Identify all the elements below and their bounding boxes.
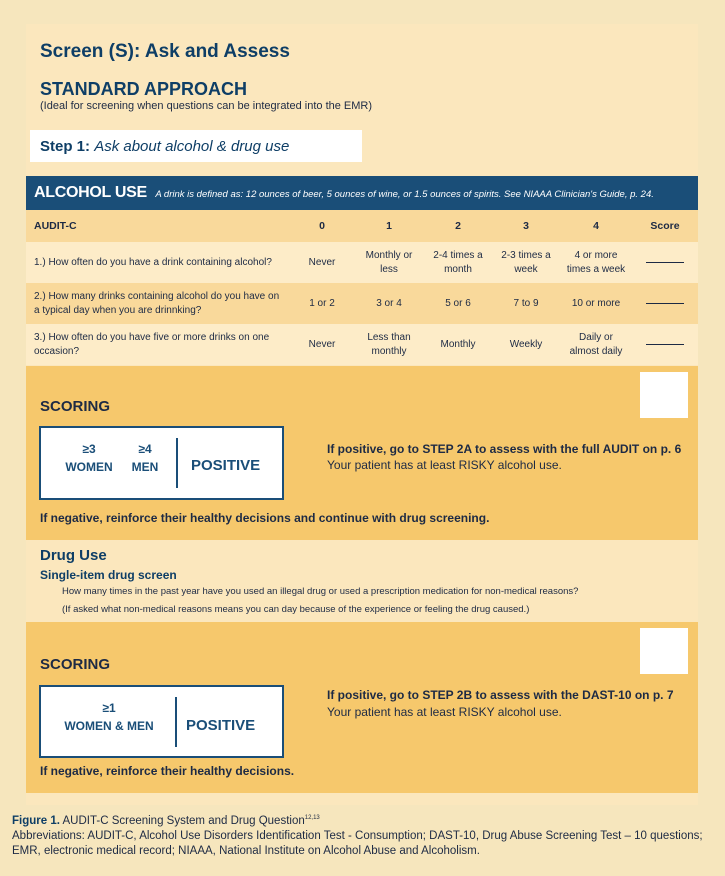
score-blank[interactable] (632, 324, 698, 365)
step1-label: Step 1: (40, 138, 91, 155)
answer-cell: 2-4 times a month (433, 250, 483, 275)
alcohol-total-score-box[interactable] (640, 372, 688, 418)
answer-cell: Never (308, 338, 336, 350)
answer-cell: 1 or 2 (309, 297, 335, 309)
table-header-row (26, 210, 698, 242)
score-blank[interactable] (632, 242, 698, 283)
answer-cell: 3 or 4 (376, 297, 402, 309)
positive-label: POSITIVE (186, 717, 256, 734)
answer-cell: Monthly (440, 338, 476, 350)
alcohol-risk-note: Your patient has at least RISKY alcohol use. (327, 458, 562, 472)
answer-cell: Daily or almost daily (569, 332, 623, 357)
alcohol-if-negative: If negative, reinforce their healthy decisions and continue with drug screening. (40, 511, 490, 525)
drug-threshold: ≥1 (102, 701, 116, 715)
drug-scoring-heading: SCORING (40, 656, 111, 673)
drug-use-heading: Drug Use (40, 547, 107, 564)
positive-label: POSITIVE (191, 457, 261, 474)
drug-risk-note: Your patient has at least RISKY alcohol use. (327, 705, 562, 719)
audit-c-table (26, 210, 698, 365)
column-header: AUDIT-C (34, 219, 77, 232)
score-line (646, 344, 684, 345)
drug-if-positive: If positive, go to STEP 2B to assess with the DAST-10 on p. 7 (327, 688, 674, 702)
drug-threshold-box (39, 685, 284, 758)
answer-cell: Less than monthly (367, 332, 411, 357)
drink-definition-note: A drink is defined as: 12 ounces of beer, 5 ounces of wine, or 1.5 ounces of spirits. See NIAAA Clinician's Guide, p. 24. (155, 189, 654, 200)
figure-title: AUDIT-C Screening System and Drug Question (62, 815, 305, 827)
table-row (26, 242, 698, 283)
drug-screen-question: How many times in the past year have you used an illegal drug or used a prescription medication for non-medical reasons? (62, 586, 579, 597)
answer-cell: 10 or more (571, 297, 621, 309)
women-threshold: ≥3 (82, 442, 96, 456)
women-label: WOMEN (65, 460, 113, 474)
score-line (646, 303, 684, 304)
question-cell: 2.) How many drinks containing alcohol do you have on a typical day when you are drinnking? (34, 291, 280, 316)
answer-cell: 5 or 6 (445, 297, 471, 309)
answer-cell: 7 to 9 (513, 297, 539, 309)
men-threshold: ≥4 (138, 442, 152, 456)
table-row (26, 324, 698, 365)
abbreviations: Abbreviations: AUDIT-C, Alcohol Use Disorders Identification Test - Consumption; DAST-10, Drug Abuse Screening Test – 10 questions; EMR, electronic medical record; NIAAA, National Institute on Alcohol Abuse and Alcoholism. (12, 829, 703, 857)
drug-screen-subheading: Single-item drug screen (40, 568, 177, 582)
answer-cell: Monthly or less (365, 250, 413, 275)
question-cell: 1.) How often do you have a drink containing alcohol? (34, 256, 272, 268)
column-header: Score (650, 219, 680, 232)
column-header: 2 (455, 219, 461, 232)
men-label: MEN (131, 460, 159, 474)
question-cell: 3.) How often do you have five or more drinks on one occasion? (34, 332, 270, 357)
step1-box (30, 130, 362, 162)
drug-if-negative: If negative, reinforce their healthy decisions. (40, 764, 295, 778)
column-header: 0 (319, 219, 325, 232)
answer-cell: 4 or more times a week (566, 250, 626, 275)
score-blank[interactable] (632, 283, 698, 324)
standard-approach-subtitle: (Ideal for screening when questions can be integrated into the EMR) (40, 100, 373, 112)
alcohol-threshold-box (39, 426, 284, 500)
threshold-divider (175, 697, 177, 747)
answer-cell: Weekly (509, 338, 543, 350)
drug-total-score-box[interactable] (640, 628, 688, 674)
figure-label: Figure 1. (12, 815, 60, 827)
page-title: Screen (S): Ask and Assess (40, 41, 290, 62)
column-header: 3 (523, 219, 529, 232)
answer-cell: 2-3 times a week (501, 250, 551, 275)
threshold-divider (176, 438, 178, 488)
standard-approach-heading: STANDARD APPROACH (40, 79, 247, 99)
alcohol-use-heading: ALCOHOL USE (34, 184, 147, 201)
drug-screen-note: (If asked what non-medical reasons means you can day because of the experience or feeling the drug caused.) (62, 604, 530, 615)
table-row (26, 283, 698, 324)
alcohol-if-positive: If positive, go to STEP 2A to assess with the full AUDIT on p. 6 (327, 442, 682, 456)
alcohol-scoring-heading: SCORING (40, 398, 111, 415)
alcohol-use-bar (26, 176, 698, 210)
figure-caption (12, 814, 712, 859)
step1-text: Ask about alcohol & drug use (94, 138, 290, 155)
score-line (646, 262, 684, 263)
column-header: 4 (593, 219, 599, 232)
women-men-label: WOMEN & MEN (64, 719, 154, 733)
answer-cell: Never (308, 256, 336, 268)
column-header: 1 (386, 219, 392, 232)
figure-refs: 12,13 (304, 815, 320, 822)
